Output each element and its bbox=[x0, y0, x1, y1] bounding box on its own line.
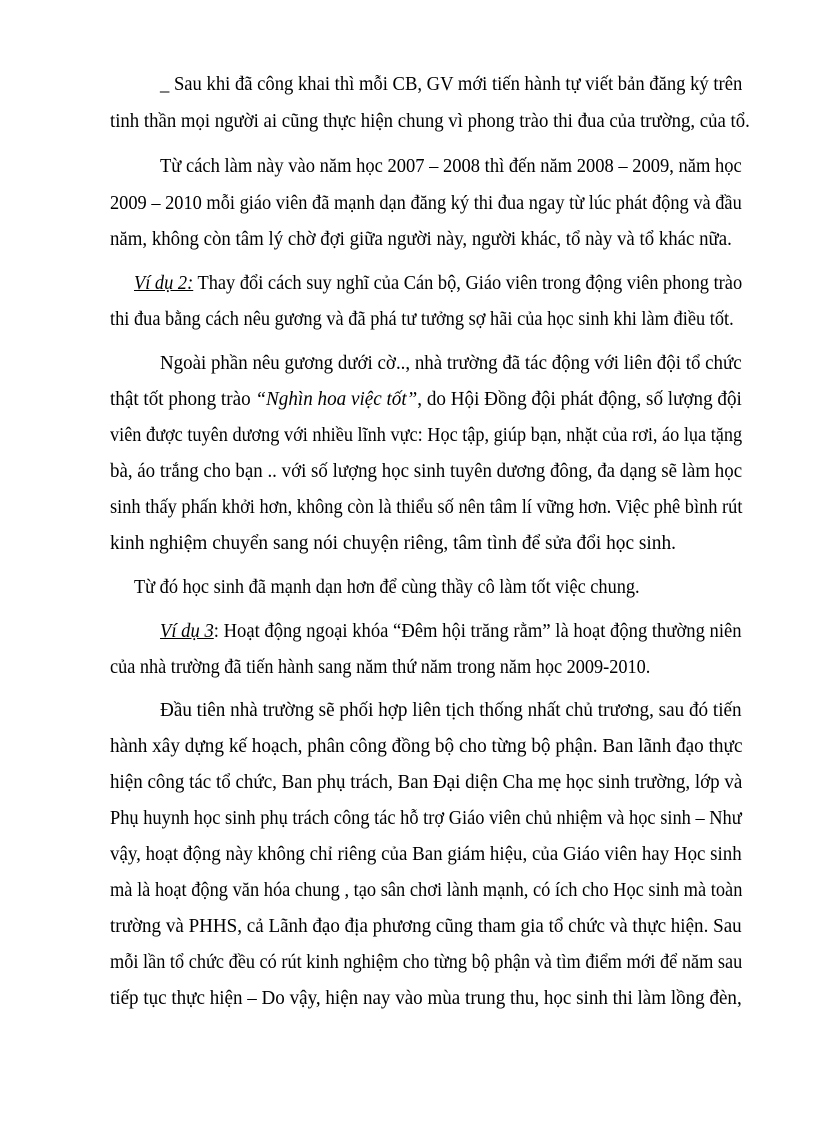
p4-line-1: Ngoài phần nêu gương dưới cờ.., nhà trường đã tác động với liên đội tổ chức bbox=[160, 353, 742, 374]
p4-line-2 bbox=[110, 388, 742, 412]
p4-line-2-a: thật tốt phong trào bbox=[110, 389, 256, 410]
p3-line-2: thi đua bằng cách nêu gương và đã phá tư tưởng sợ hãi của học sinh khi làm điều tốt. bbox=[110, 309, 734, 330]
p2-line-3: năm, không còn tâm lý chờ đợi giữa người này, người khác, tổ này và tổ khác nữa. bbox=[110, 229, 732, 250]
p4-line-4: bà, áo trắng cho bạn .. với số lượng học sinh tuyên dương đông, đa dạng sẽ làm học bbox=[110, 461, 743, 482]
p1-line-1: _ Sau khi đã công khai thì mỗi CB, GV mới tiến hành tự viết bản đăng ký trên bbox=[160, 74, 743, 95]
p3-line-1 bbox=[134, 272, 742, 296]
p2-line-1: Từ cách làm này vào năm học 2007 – 2008 thì đến năm 2008 – 2009, năm học bbox=[160, 156, 742, 177]
p7-line-9: tiếp tục thực hiện – Do vậy, hiện nay vào mùa trung thu, học sinh thi làm lồng đèn, bbox=[110, 988, 742, 1009]
p6-line-1-text: : Hoạt động ngoại khóa “Đêm hội trăng rằm” là hoạt động thường niên bbox=[213, 621, 742, 642]
example-2-label: Ví dụ 2: bbox=[134, 273, 194, 294]
p4-line-5: sinh thấy phấn khởi hơn, không còn là thiểu số nên tâm lí vững hơn. Việc phê bình rút bbox=[110, 497, 743, 518]
p7-line-6: mà là hoạt động văn hóa chung , tạo sân chơi lành mạnh, có ích cho Học sinh mà toàn bbox=[110, 880, 743, 901]
p7-line-8: mỗi lần tổ chức đều có rút kinh nghiệm cho từng bộ phận và tìm điểm mới để năm sau bbox=[110, 952, 743, 973]
p6-line-1 bbox=[160, 620, 742, 644]
movement-name-quote: “Nghìn hoa việc tốt” bbox=[255, 389, 418, 410]
p5-line-1: Từ đó học sinh đã mạnh dạn hơn để cùng thầy cô làm tốt việc chung. bbox=[134, 577, 640, 598]
p4-line-2-b: , do Hội Đồng đội phát động, số lượng đội bbox=[417, 389, 742, 410]
p7-line-3: hiện công tác tổ chức, Ban phụ trách, Ban Đại diện Cha mẹ học sinh trường, lớp và bbox=[110, 772, 743, 793]
p7-line-7: trường và PHHS, cả Lãnh đạo địa phương cũng tham gia tổ chức và thực hiện. Sau bbox=[110, 916, 742, 937]
p7-line-4: Phụ huynh học sinh phụ trách công tác hỗ trợ Giáo viên chủ nhiệm và học sinh – Như bbox=[110, 808, 742, 829]
p7-line-1: Đầu tiên nhà trường sẽ phối hợp liên tịch thống nhất chủ trương, sau đó tiến bbox=[160, 700, 742, 721]
p4-line-6: kinh nghiệm chuyển sang nói chuyện riêng, tâm tình để sửa đổi học sinh. bbox=[110, 533, 677, 554]
p3-line-1-text: Thay đổi cách suy nghĩ của Cán bộ, Giáo viên trong động viên phong trào bbox=[193, 273, 743, 294]
p4-line-3: viên được tuyên dương với nhiều lĩnh vực: Học tập, giúp bạn, nhặt của rơi, áo lụa tặng bbox=[110, 425, 743, 446]
p2-line-2: 2009 – 2010 mỗi giáo viên đã mạnh dạn đăng ký thi đua ngay từ lúc phát động và đầu bbox=[110, 193, 742, 214]
p7-line-2: hành xây dựng kế hoạch, phân công đồng bộ cho từng bộ phận. Ban lãnh đạo thực bbox=[110, 736, 743, 757]
example-3-label: Ví dụ 3 bbox=[160, 621, 214, 642]
p7-line-5: vậy, hoạt động này không chỉ riêng của Ban giám hiệu, của Giáo viên hay Học sinh bbox=[110, 844, 742, 865]
p6-line-2: của nhà trường đã tiến hành sang năm thứ năm trong năm học 2009-2010. bbox=[110, 657, 651, 678]
p1-line-2: tinh thần mọi người ai cũng thực hiện chung vì phong trào thi đua của trường, của tổ. bbox=[110, 111, 750, 132]
